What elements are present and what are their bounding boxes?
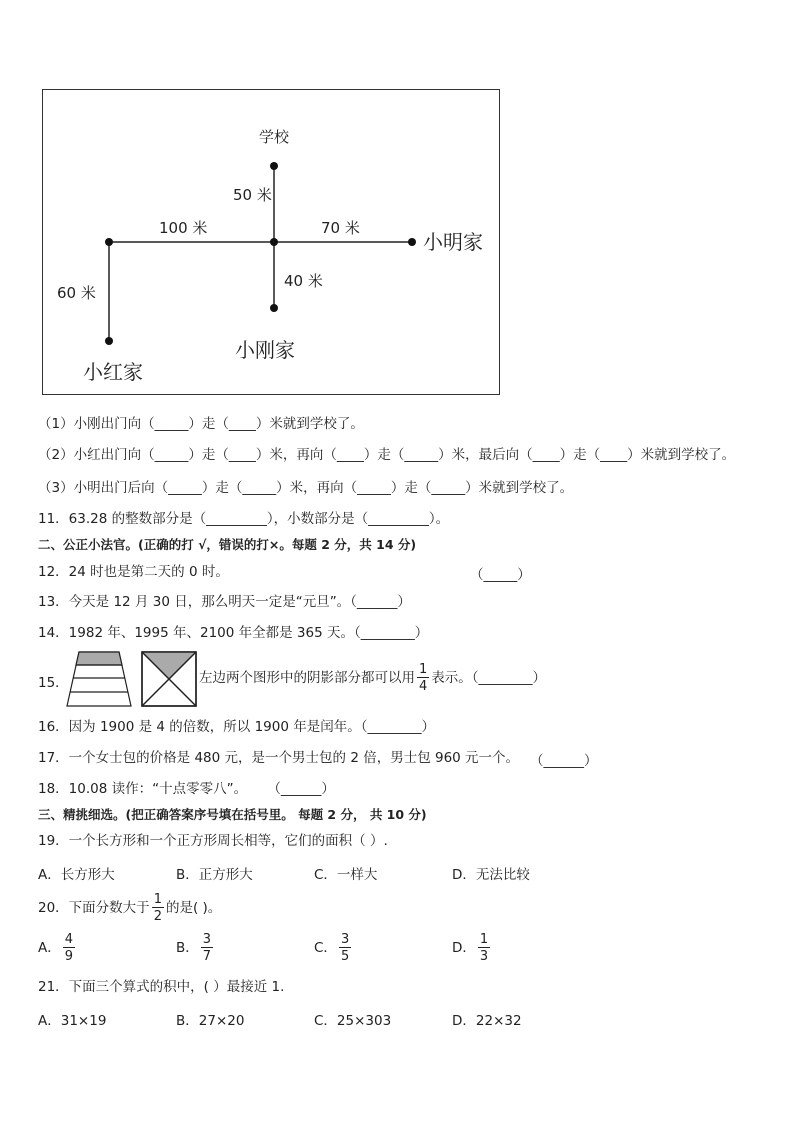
question-18-text: 18．10.08 读作：“十点零零八”。 (38, 781, 248, 797)
q21-option-a: A．31×19 (38, 1013, 107, 1029)
section-2-heading: 二、公正小法官。(正确的打 √，错误的打×。每题 2 分，共 14 分) (38, 537, 417, 552)
q20-option-b (176, 930, 215, 966)
fraction-numerator: 1 (153, 892, 162, 907)
option-label: A． (38, 940, 61, 956)
question-17 (38, 749, 519, 767)
fraction-denominator: 3 (479, 949, 489, 964)
question-20-fraction (152, 893, 164, 923)
q20-option-d (452, 930, 492, 966)
distance-50-label: 50 米 (233, 186, 272, 204)
q10-part1: （1）小刚出门向（_____）走（____）米就到学校了。 (38, 416, 364, 432)
xiaogang-home-label: 小刚家 (235, 338, 295, 362)
q10-part3: （3）小明出门后向（_____）走（_____）米，再向（_____）走（_____）米就到学校了。 (38, 480, 574, 496)
question-12-blank: （_____） (470, 567, 531, 583)
map-figure (42, 89, 500, 395)
q20-option-c (314, 930, 353, 966)
option-fraction (339, 933, 351, 963)
xiaogang-point (270, 304, 278, 312)
fraction-numerator: 4 (64, 932, 74, 947)
question-21: 21．下面三个算式的积中，( ）最接近 1. (38, 979, 285, 995)
distance-40-label: 40 米 (284, 272, 323, 290)
question-18 (38, 780, 335, 798)
trapezoid-figure (66, 651, 132, 707)
distance-70-label: 70 米 (321, 219, 360, 237)
fraction-numerator: 1 (479, 932, 489, 947)
fraction-denominator: 9 (64, 949, 74, 964)
q19-option-d: D．无法比较 (452, 867, 530, 883)
fraction-denominator: 5 (340, 949, 350, 964)
fraction-numerator: 3 (340, 932, 350, 947)
section-3-heading: 三、精挑细选。(把正确答案序号填在括号里。 每题 2 分， 共 10 分) (38, 807, 427, 822)
question-15-fraction (417, 663, 429, 693)
fraction-numerator: 1 (419, 662, 428, 677)
school-point (270, 162, 278, 170)
question-20-after: 的是( )。 (165, 900, 222, 916)
question-19: 19．一个长方形和一个正方形周长相等，它们的面积（ ）. (38, 833, 388, 849)
option-label: D． (452, 940, 476, 956)
option-fraction (63, 933, 75, 963)
option-fraction (201, 933, 213, 963)
option-label: B． (176, 940, 199, 956)
junction-point (270, 238, 278, 246)
xiaoming-point (408, 238, 416, 246)
xiaoming-home-label: 小明家 (423, 230, 483, 254)
distance-60-label: 60 米 (57, 284, 96, 302)
q19-option-b: B．正方形大 (176, 867, 253, 883)
question-20 (38, 890, 221, 926)
fraction-denominator: 4 (419, 679, 428, 694)
q19-option-c: C．一样大 (314, 867, 378, 883)
question-15-number: 15． (38, 675, 69, 691)
question-13: 13．今天是 12 月 30 日，那么明天一定是“元旦”。（______） (38, 594, 411, 610)
xiaohong-point (105, 337, 113, 345)
question-12-text: 12．24 时也是第二天的 0 时。 (38, 564, 229, 580)
q21-option-d: D．22×32 (452, 1013, 522, 1029)
q21-option-c: C．25×303 (314, 1013, 392, 1029)
fraction-denominator: 7 (202, 949, 212, 964)
question-11: 11．63.28 的整数部分是（_________），小数部分是（_________）。 (38, 511, 450, 527)
question-16: 16．因为 1900 是 4 的倍数，所以 1900 年是闰年。（________） (38, 719, 435, 735)
q10-part2: （2）小红出门向（_____）走（____）米，再向（____）走（_____）米，最后向（____）走（____）米就到学校了。 (38, 447, 736, 463)
distance-100-label: 100 米 (159, 219, 208, 237)
q21-option-b: B．27×20 (176, 1013, 245, 1029)
option-fraction (478, 933, 490, 963)
question-15-before: 左边两个图形中的阴影部分都可以用 (199, 670, 415, 686)
q20-option-a (38, 930, 77, 966)
fraction-numerator: 3 (202, 932, 212, 947)
question-14: 14．1982 年、1995 年、2100 年全都是 365 天。（________） (38, 625, 429, 641)
xiaohong-home-label: 小红家 (83, 360, 143, 384)
question-18-blank: （______） (267, 781, 335, 797)
question-15-text (199, 661, 546, 695)
question-17-text: 17．一个女士包的价格是 480 元，是一个男士包的 2 倍，男士包 960 元一个。 (38, 750, 520, 766)
square-figure (141, 651, 197, 707)
q19-option-a: A．长方形大 (38, 867, 115, 883)
question-15-after: 表示。（________） (431, 670, 547, 686)
question-20-before: 20．下面分数大于 (38, 900, 150, 916)
question-12 (38, 563, 229, 581)
west-corner-point (105, 238, 113, 246)
school-label: 学校 (259, 128, 290, 146)
fraction-denominator: 2 (153, 909, 162, 924)
option-label: C． (314, 940, 337, 956)
question-17-blank: （______） (530, 753, 598, 769)
